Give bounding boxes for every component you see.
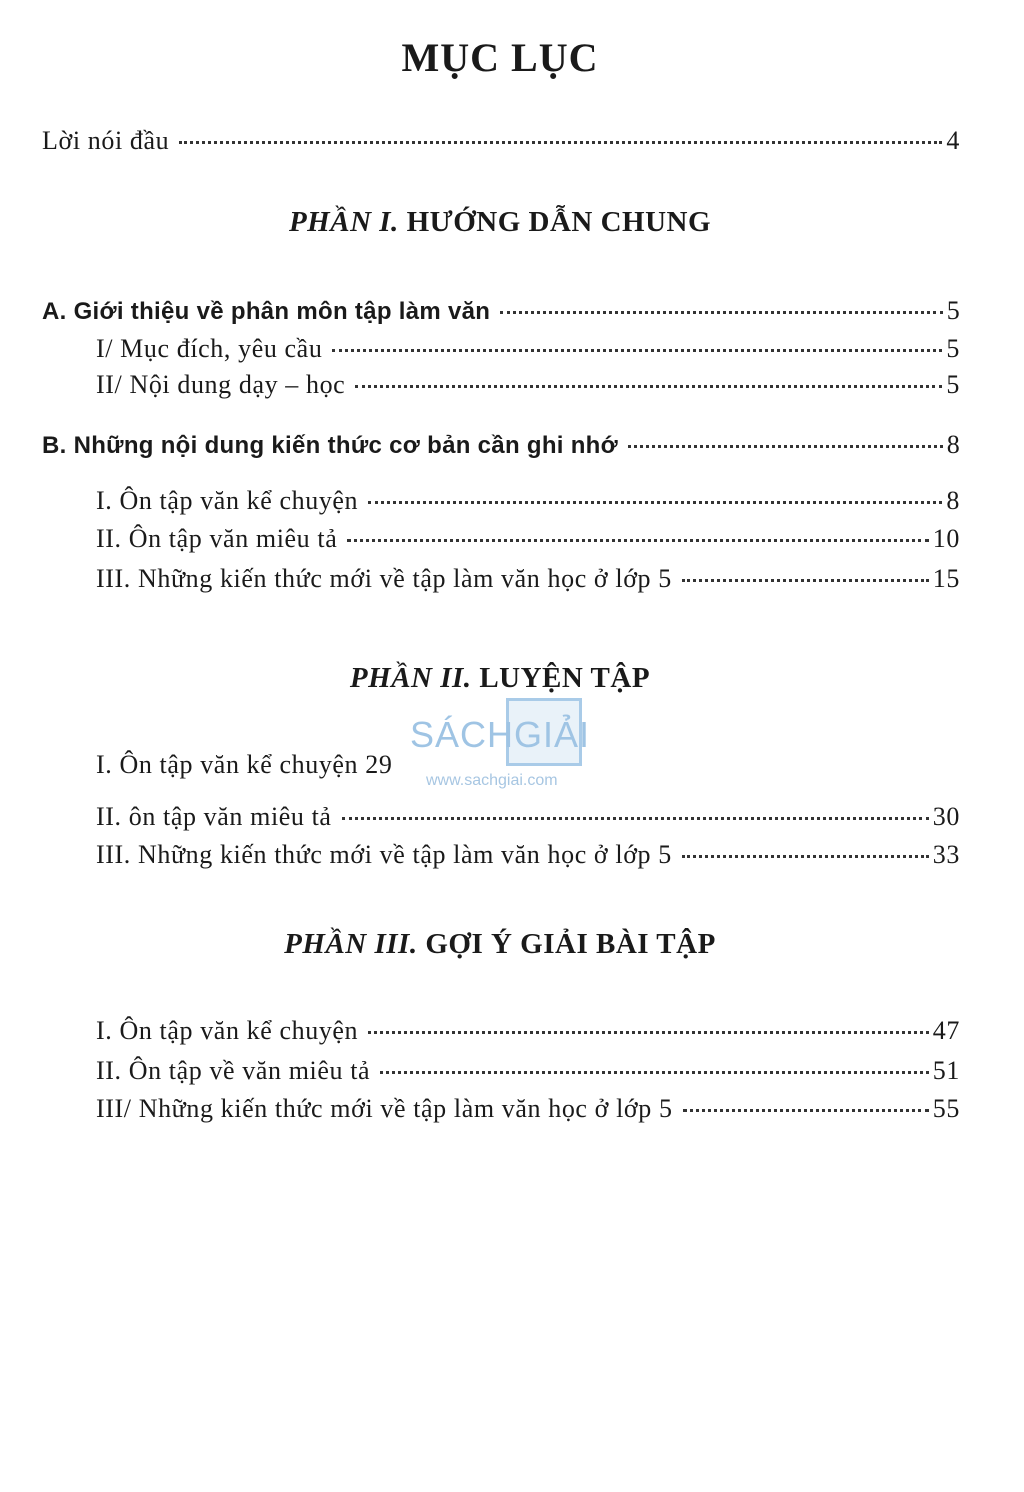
dot-leader xyxy=(682,579,929,582)
watermark-brand: SÁCHGIẢI xyxy=(410,714,591,755)
toc-entry-label: I. Ôn tập văn kể chuyện xyxy=(96,486,359,515)
toc-entry-page: 4 xyxy=(946,126,960,155)
dot-leader xyxy=(628,445,943,448)
toc-entry-label: I. Ôn tập văn kể chuyện xyxy=(96,1016,359,1045)
toc-entry-label: III. Những kiến thức mới về tập làm văn học ở lớp 5 xyxy=(96,840,672,869)
toc-entry-b2 xyxy=(96,524,960,554)
toc-entry-page: 8 xyxy=(946,430,960,459)
dot-leader xyxy=(332,349,942,352)
toc-entry-page: 8 xyxy=(946,486,960,515)
toc-entry-page: 5 xyxy=(946,370,960,399)
dot-leader xyxy=(682,855,929,858)
toc-entry-label: Lời nói đầu xyxy=(42,126,170,155)
toc-entry-page: 30 xyxy=(932,802,960,831)
toc-entry-p3-1 xyxy=(96,1016,960,1046)
part-number: PHẦN II. xyxy=(349,662,472,694)
toc-entry-label: I. Ôn tập văn kể chuyện 29 xyxy=(96,750,393,779)
toc-entry-page: 33 xyxy=(932,840,960,869)
toc-entry-a2 xyxy=(96,370,960,400)
toc-entry-page: 51 xyxy=(932,1056,960,1085)
dot-leader xyxy=(342,817,929,820)
dot-leader xyxy=(380,1071,929,1074)
dot-leader xyxy=(500,311,942,314)
toc-section-a xyxy=(42,296,960,326)
toc-entry-intro xyxy=(42,126,960,156)
toc-entry-label: III. Những kiến thức mới về tập làm văn học ở lớp 5 xyxy=(96,564,672,593)
toc-entry-p2-3 xyxy=(96,840,960,870)
toc-entry-label: II. ôn tập văn miêu tả xyxy=(96,802,332,831)
toc-entry-page: 15 xyxy=(932,564,960,593)
toc-entry-p3-2 xyxy=(96,1056,960,1086)
toc-section-b xyxy=(42,430,960,460)
toc-entry-label: II. Ôn tập văn miêu tả xyxy=(96,524,338,553)
toc-entry-page: 5 xyxy=(946,334,960,363)
toc-entry-page: 10 xyxy=(932,524,960,553)
part-number: PHẦN I. xyxy=(288,206,399,238)
dot-leader xyxy=(355,385,942,388)
part-heading-1 xyxy=(0,206,1000,239)
toc-entry-p2-1 xyxy=(96,750,392,780)
toc-entry-p3-3 xyxy=(96,1094,960,1124)
page-title: MỤC LỤC xyxy=(401,35,599,80)
toc-entry-label: A. Giới thiệu về phân môn tập làm văn xyxy=(42,298,491,325)
part-heading-3 xyxy=(0,928,1000,961)
toc-entry-page: 55 xyxy=(932,1094,960,1123)
toc-entry-label: B. Những nội dung kiến thức cơ bản cần ghi nhớ xyxy=(42,432,619,459)
toc-entry-label: I/ Mục đích, yêu cầu xyxy=(96,334,323,363)
part-title: GỢI Ý GIẢI BÀI TẬP xyxy=(425,928,716,960)
toc-entry-b3 xyxy=(96,564,960,594)
dot-leader xyxy=(368,1031,929,1034)
part-number: PHẦN III. xyxy=(284,928,418,960)
watermark xyxy=(410,698,620,798)
dot-leader xyxy=(179,141,942,144)
toc-entry-p2-2 xyxy=(96,802,960,832)
part-title: HƯỚNG DẪN CHUNG xyxy=(406,206,712,238)
toc-entry-page: 5 xyxy=(946,296,960,325)
part-heading-2 xyxy=(0,662,1000,695)
toc-entry-page: 47 xyxy=(932,1016,960,1045)
toc-entry-label: III/ Những kiến thức mới về tập làm văn học ở lớp 5 xyxy=(96,1094,673,1123)
toc-entry-label: II. Ôn tập về văn miêu tả xyxy=(96,1056,371,1085)
toc-entry-label: II/ Nội dung dạy – học xyxy=(96,370,346,399)
dot-leader xyxy=(347,539,928,542)
toc-entry-a1 xyxy=(96,334,960,364)
dot-leader xyxy=(683,1109,929,1112)
dot-leader xyxy=(368,501,942,504)
part-title: LUYỆN TẬP xyxy=(479,662,651,694)
watermark-url: www.sachgiai.com xyxy=(426,772,558,789)
toc-entry-b1 xyxy=(96,486,960,516)
